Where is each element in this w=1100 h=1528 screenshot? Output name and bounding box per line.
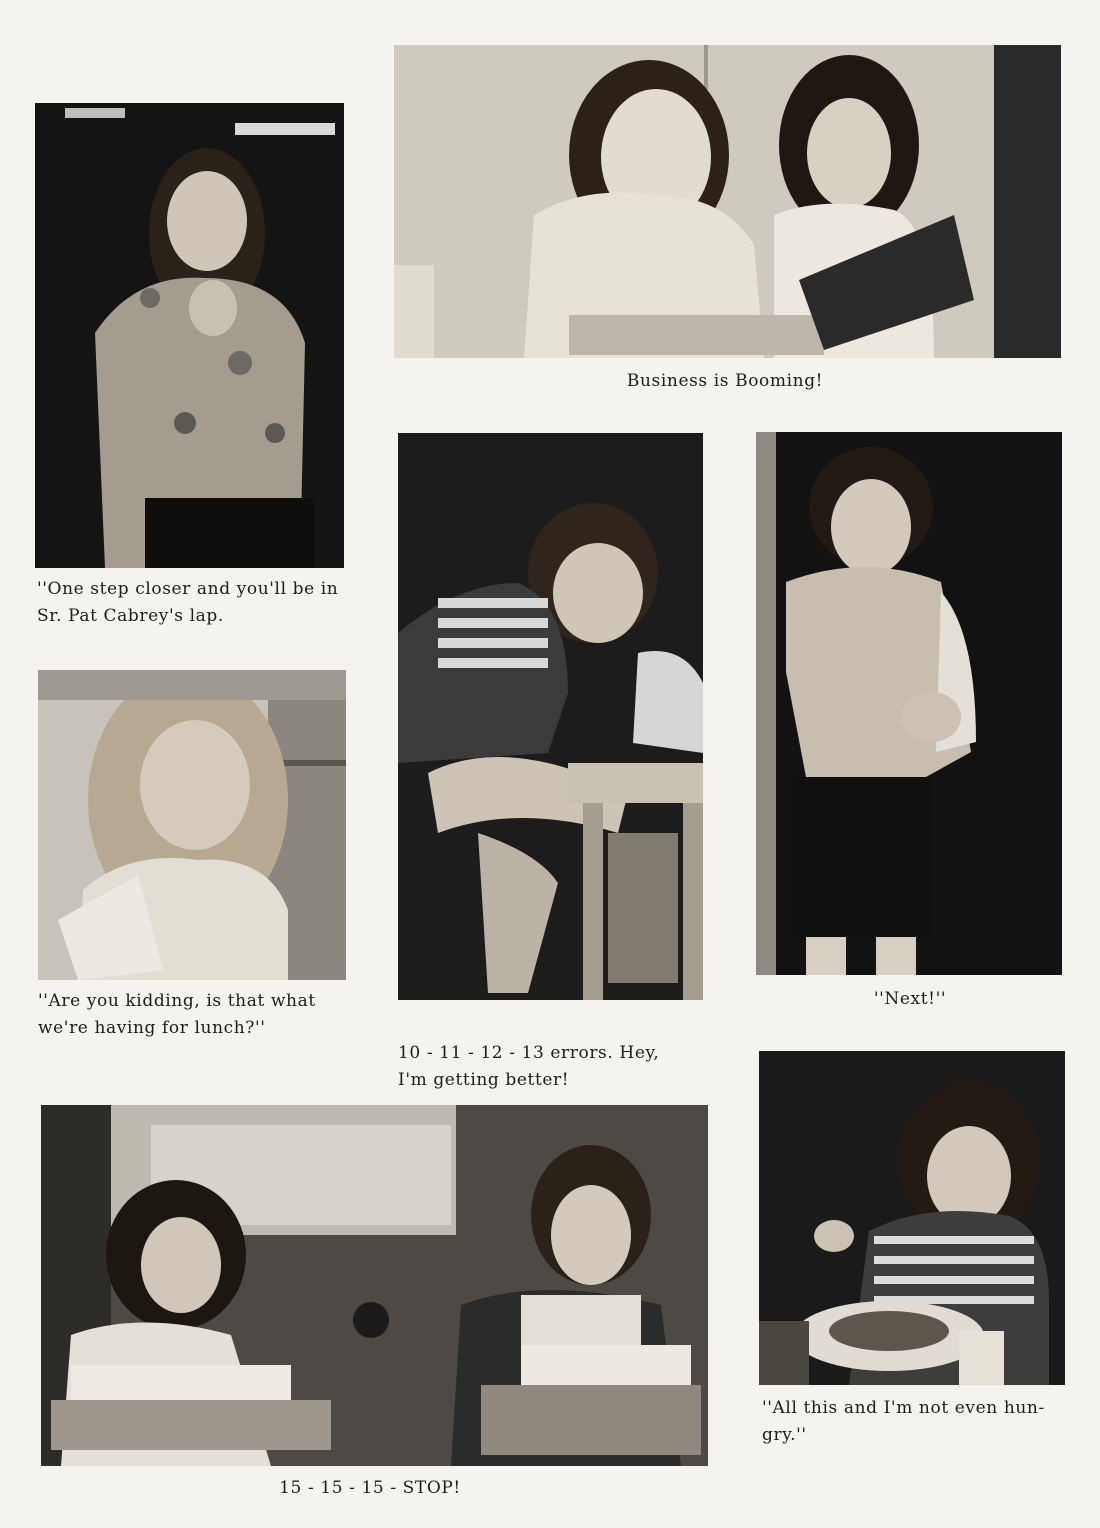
caption-errors-line1: 10 - 11 - 12 - 13 errors. Hey, — [398, 1043, 660, 1063]
photo-two-girls-laughing — [394, 45, 1061, 358]
caption-fist-girl — [37, 576, 357, 630]
caption-fist-line1: ''One step closer and you'll be in — [37, 579, 339, 599]
photo-girl-eating — [759, 1051, 1065, 1385]
caption-stop: 15 - 15 - 15 - STOP! — [279, 1478, 461, 1498]
caption-girl-writing — [398, 1040, 718, 1094]
caption-hungry-line1: ''All this and I'm not even hun- — [762, 1398, 1045, 1418]
caption-errors-line2: I'm getting better! — [398, 1070, 570, 1090]
photo-girl-doorway — [756, 432, 1062, 975]
photo-girl-writing — [398, 433, 703, 1000]
caption-girl-doorway — [760, 986, 1060, 1013]
caption-blonde-girl — [38, 988, 388, 1042]
caption-lunch-line2: we're having for lunch?'' — [38, 1018, 266, 1038]
caption-typing-class — [200, 1475, 540, 1502]
caption-booming: Business is Booming! — [626, 371, 824, 391]
photo-fist-girl — [35, 103, 344, 568]
caption-fist-line2: Sr. Pat Cabrey's lap. — [37, 606, 224, 626]
caption-two-girls — [560, 368, 890, 395]
caption-girl-eating — [762, 1395, 1082, 1449]
caption-hungry-line2: gry.'' — [762, 1425, 807, 1445]
photo-typing-class — [41, 1105, 708, 1466]
caption-next: ''Next!'' — [873, 989, 947, 1009]
photo-blonde-girl — [38, 670, 346, 980]
caption-lunch-line1: ''Are you kidding, is that what — [38, 991, 316, 1011]
